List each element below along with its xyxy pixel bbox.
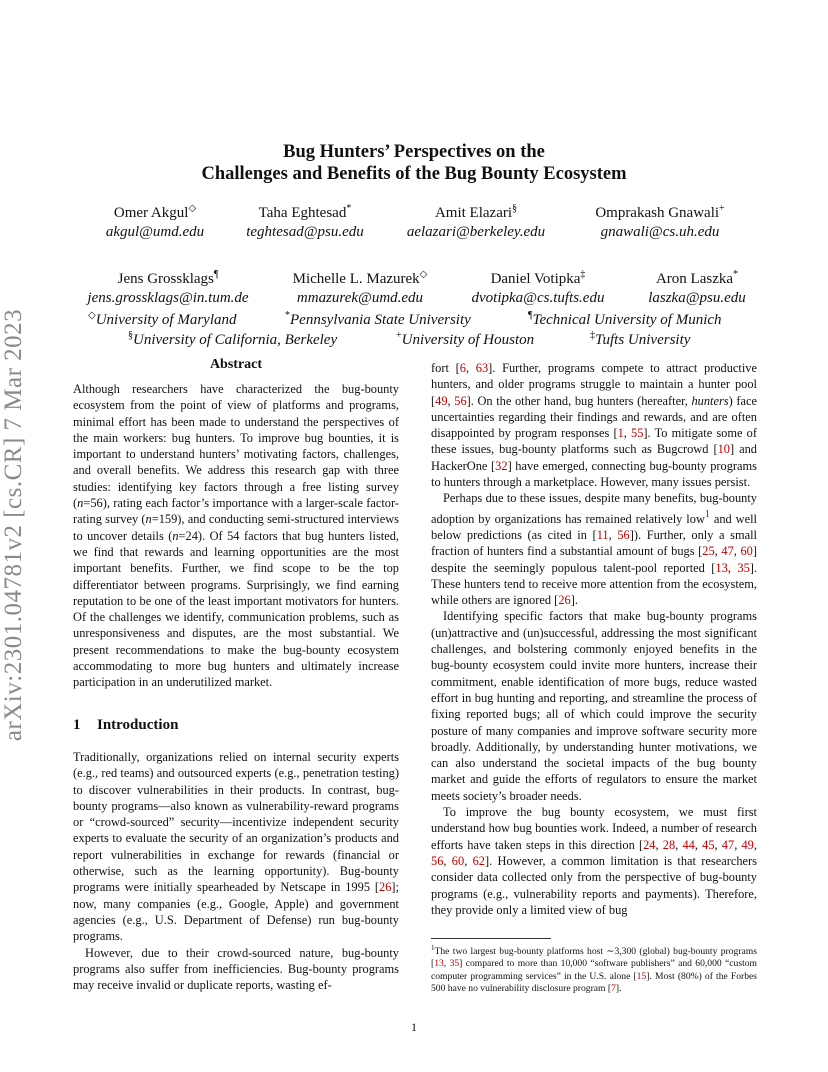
author-gnawali: Omprakash Gnawali+ gnawali@cs.uh.edu — [580, 199, 740, 242]
affiliation-umd: ◇University of Maryland — [88, 310, 237, 328]
author-votipka: Daniel Votipka‡ dvotipka@cs.tufts.edu — [458, 265, 618, 308]
affiliation-tufts: ‡Tufts University — [590, 330, 691, 348]
abstract-heading: Abstract — [209, 357, 263, 372]
paper-title-line-1: Bug Hunters’ Perspectives on the — [283, 142, 545, 162]
author-email: akgul@umd.edu — [105, 224, 205, 240]
footnote-rule — [431, 938, 551, 939]
introduction-left-text: Traditionally, organizations relied on internal security experts (e.g., red teams) and outsourced experts (e.g., penetration testing) to discover vulnerabilities in their products. In contrast, bug-bounty programs—also known as vulnerability-reward programs or “crowd-sourced” security—incentivize independent security experts to evaluate the security of an organization’s products and report vulnerabilities in exchange for rewards (financial or otherwise, such as the learning opportunity). Bug-bounty programs were initially spearheaded by Netscape in 1995 [26]; now, many companies (e.g., Google, Apple) and government agencies (e.g., U.S. Department of Defense) run bug-bounty programs. However, due to their crowd-sourced nature, bug-bounty programs also suffer from inefficiencies. Bug-bounty programs may receive invalid or duplicate reports, wasting ef- — [73, 750, 399, 993]
author-email: gnawali@cs.uh.edu — [600, 224, 720, 240]
affiliation-houston: +University of Houston — [396, 330, 535, 348]
author-email: jens.grossklags@in.tum.de — [87, 290, 249, 306]
introduction-right-text: fort [6, 63]. Further, programs compete to attract productive hunters, and older programs struggle to maintain a hunter pool [49, 56]. On the other hand, bug hunters (hereafter, hunters) face uncertainties regarding their findings and rewards, and are often disappointed by program responses [1, 55]. To mitigate some of these issues, bug-bounty platforms such as Bugcrowd [10] and HackerOne [32] have emerged, connecting bug-bounty programs to hunters through a marketplace. However, many issues persist. Perhaps due to these issues, despite many benefits, bug-bounty adoption by organizations has remained relatively low$^1$ and well below predictions (as cited in [11, 56]). Further, only a small fraction of hunters find a substantial amount of bugs [25, 47, 60] despite the seemingly populous talent-pool reported [13, 35]. These hunters tend to receive more attention from the ecosystem, while others are ignored [26]. Identifying specific factors that make bug-bounty programs (un)attractive and (un)successful, addressing the most significant challenges, and bolstering commonly enjoyed benefits in the bug-bounty ecosystem could invite more hunters, increase their commitment, enable identification of more bugs, reduce wasted effort in bug hunting and reporting, and streamline the process of fixing reported bugs; all of which could improve the security posture of many companies and improve software security more broadly. Additionally, by understanding hunter motivations, we can also understand the societal impacts of the bug bounty market and guide the efforts of regulators to ensure the market meets society’s broader needs. To improve the bug bounty ecosystem, we must first understand how bug bounties work. Indeed, a number of research efforts have taken steps in this direction [24, 28, 44, 45, 47, 49, 56, 60, 62]. However, a common limitation is that researchers consider data collected only from the perspective of bug-bounty programs (e.g., vulnerability reports and payments). Therefore, they provide only a limited view of bug — [431, 361, 758, 917]
author-akgul: Omer Akgul◇ akgul@umd.edu — [90, 199, 220, 242]
author-mazurek: Michelle L. Mazurek◇ mmazurek@umd.edu — [280, 265, 440, 308]
author-email: mmazurek@umd.edu — [296, 290, 424, 306]
author-email: teghtesad@psu.edu — [246, 224, 364, 240]
author-laszka: Aron Laszka* laszka@psu.edu — [632, 265, 762, 308]
footnote: $^1$The two largest bug-bounty platforms host ∼3,300 (global) bug-bounty programs [13, 35] compared to more than 10,000 “software publishers” and 60,000 “custom computer programming services” in the U.S. alone [15]. Most (80%) of the Forbes 500 have no vulnerability disclosure program [7]. — [431, 944, 757, 994]
author-eghtesad: Taha Eghtesad* teghtesad@psu.edu — [230, 199, 380, 242]
author-email: aelazari@berkeley.edu — [406, 224, 546, 240]
affiliation-tum: ¶Technical University of Munich — [528, 310, 722, 328]
affiliation-berkeley: §University of California, Berkeley — [128, 330, 338, 348]
section-heading-introduction: 1 Introduction — [73, 717, 179, 733]
affiliation-psu: *Pennsylvania State University — [285, 310, 471, 328]
author-grossklags: Jens Grossklags¶ jens.grossklags@in.tum.de — [72, 265, 264, 308]
author-elazari: Amit Elazari§ aelazari@berkeley.edu — [390, 199, 562, 242]
author-email: dvotipka@cs.tufts.edu — [471, 290, 605, 306]
paper-title-line-2: Challenges and Benefits of the Bug Bounty Ecosystem — [201, 164, 627, 184]
author-email: laszka@psu.edu — [648, 290, 746, 306]
arxiv-identifier: arXiv:2301.04781v2 [cs.CR] 7 Mar 2023 — [0, 308, 27, 742]
page-number: 1 — [411, 1020, 417, 1034]
abstract-text: Although researchers have characterized the bug-bounty ecosystem from the point of view of platforms and programs, minimal effort has been made to understand the perspectives of the main workers: bug hunters. To improve bug bounties, it is important to understand hunters’ motivating factors, challenges, and overall benefits. We address this research gap with three studies: identifying key factors through a free listing survey (n=56), rating each factor’s importance with a larger-scale factor-rating survey (n=159), and conducting semi-structured interviews to uncover details (n=24). Of 54 factors that bug hunters listed, we find that rewards and learning opportunities are the most important benefits. Further, we find scope to be the top differentiator between programs. Surprisingly, we find earning reputation to be one of the least important motivators for hunters. Of the challenges we identify, communication problems, such as unresponsiveness and disputes, are the most substantial. We present recommendations to make the bug-bounty ecosystem accommodating to more bug hunters and ultimately increase participation in an underutilized market. — [73, 382, 399, 690]
